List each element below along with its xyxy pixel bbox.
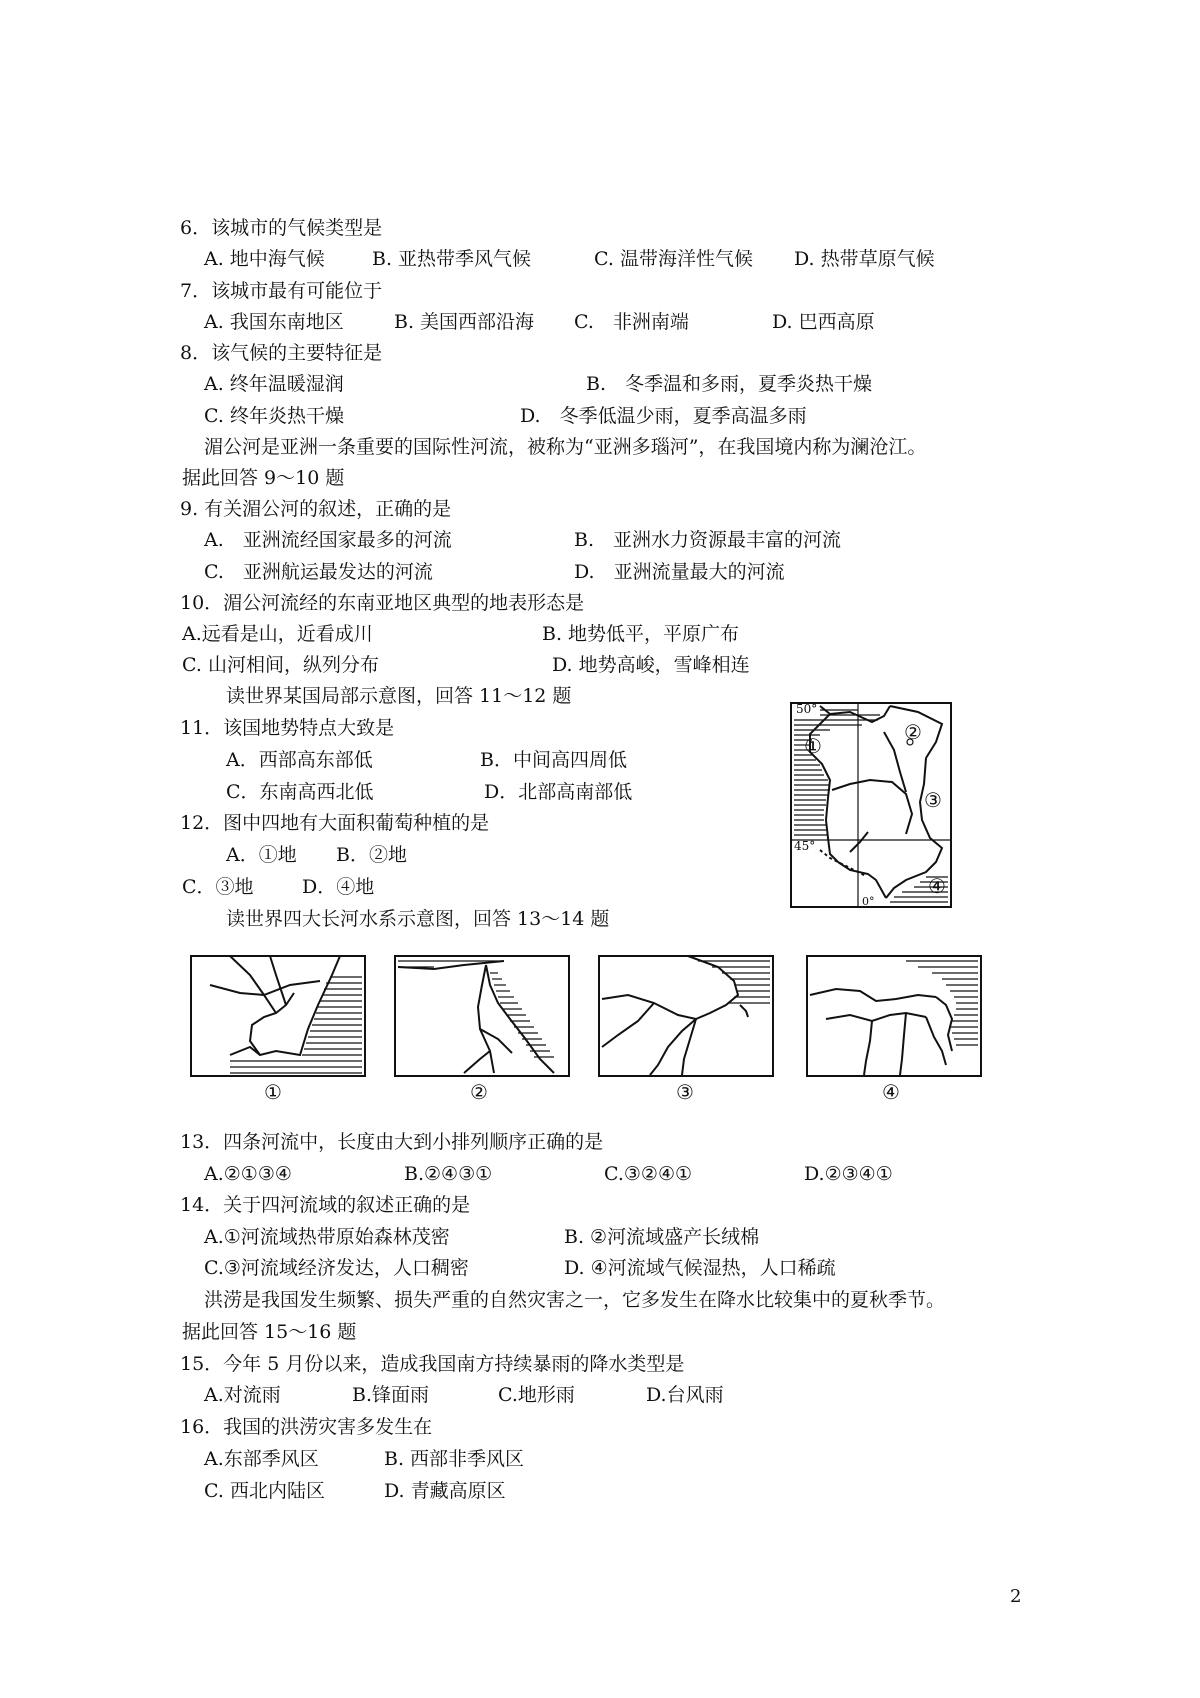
- question-7: 7．该城市最有可能位于: [180, 280, 383, 302]
- question-14: 14．关于四河流域的叙述正确的是: [180, 1194, 471, 1216]
- question-11: 11．该国地势特点大致是: [180, 717, 395, 739]
- lon-0-label: 0°: [862, 895, 875, 908]
- question-12: 12．图中四地有大面积葡萄种植的是: [180, 812, 490, 834]
- option-8a: A. 终年温暖湿润: [204, 373, 344, 395]
- option-12c: C．③地: [182, 876, 254, 898]
- river-caption-4: ④: [882, 1080, 900, 1104]
- question-13: 13．四条河流中，长度由大到小排列顺序正确的是: [180, 1131, 604, 1153]
- river-caption-1: ①: [264, 1080, 282, 1104]
- option-11d: D．北部高南部低: [484, 781, 633, 803]
- option-7a: A. 我国东南地区: [204, 311, 344, 333]
- option-6b: B. 亚热带季风气候: [372, 248, 532, 270]
- river-map-3: [598, 955, 774, 1077]
- question-9: 9. 有关湄公河的叙述，正确的是: [180, 498, 452, 520]
- option-16d: D. 青藏高原区: [384, 1480, 506, 1502]
- option-12b: B．②地: [336, 844, 407, 866]
- option-6d: D. 热带草原气候: [794, 248, 935, 270]
- option-6a: A. 地中海气候: [204, 248, 325, 270]
- option-11a: A．西部高东部低: [226, 749, 373, 771]
- option-11b: B．中间高四周低: [480, 749, 627, 771]
- option-7b: B. 美国西部沿海: [394, 311, 535, 333]
- option-16b: B. 西部非季风区: [384, 1448, 525, 1470]
- option-16c: C. 西北内陆区: [204, 1480, 325, 1502]
- passage-mekong-prompt: 据此回答 9～10 题: [182, 467, 345, 489]
- passage-country-map: 读世界某国局部示意图，回答 11～12 题: [226, 685, 572, 707]
- option-15c: C.地形雨: [498, 1384, 575, 1406]
- question-8: 8．该气候的主要特征是: [180, 342, 383, 364]
- option-9b: B. 亚洲水力资源最丰富的河流: [574, 529, 842, 551]
- option-14d: D. ④河流域气候湿热，人口稀疏: [564, 1257, 836, 1279]
- map-mark-3: ③: [924, 788, 942, 812]
- passage-flood-prompt: 据此回答 15～16 题: [182, 1321, 357, 1343]
- option-12a: A．①地: [226, 844, 297, 866]
- option-13b: B.②④③①: [404, 1163, 493, 1185]
- question-10: 10．湄公河流经的东南亚地区典型的地表形态是: [180, 592, 585, 614]
- option-14a: A.①河流域热带原始森林茂密: [204, 1226, 450, 1248]
- option-9d: D. 亚洲流量最大的河流: [574, 561, 785, 583]
- option-11c: C．东南高西北低: [226, 781, 374, 803]
- question-6: 6．该城市的气候类型是: [180, 217, 383, 239]
- option-15a: A.对流雨: [204, 1384, 281, 1406]
- option-13a: A.②①③④: [204, 1163, 292, 1185]
- option-10b: B. 地势低平，平原广布: [542, 623, 740, 645]
- lat-50-label: 50°: [796, 702, 818, 716]
- river-caption-2: ②: [470, 1080, 488, 1104]
- river-map-2: [394, 955, 570, 1077]
- option-7d: D. 巴西高原: [772, 311, 875, 333]
- river-map-1: [190, 955, 366, 1077]
- option-14c: C.③河流域经济发达，人口稠密: [204, 1257, 469, 1279]
- map-mark-4: ④: [928, 874, 946, 898]
- option-9a: A. 亚洲流经国家最多的河流: [204, 529, 452, 551]
- option-9c: C. 亚洲航运最发达的河流: [204, 561, 433, 583]
- option-10c: C. 山河相间，纵列分布: [182, 654, 379, 676]
- option-13d: D.②③④①: [804, 1163, 893, 1185]
- option-6c: C. 温带海洋性气候: [594, 248, 753, 270]
- map-mark-2: ②: [904, 720, 922, 744]
- passage-flood: 洪涝是我国发生频繁、损失严重的自然灾害之一，它多发生在降水比较集中的夏秋季节。: [204, 1289, 946, 1311]
- option-10d: D. 地势高峻，雪峰相连: [552, 654, 750, 676]
- option-15b: B.锋面雨: [352, 1384, 430, 1406]
- page-number: 2: [1010, 1586, 1022, 1607]
- river-map-4: [806, 955, 982, 1077]
- option-8b: B. 冬季温和多雨，夏季炎热干燥: [586, 373, 873, 395]
- question-16: 16．我国的洪涝灾害多发生在: [180, 1416, 433, 1438]
- river-caption-3: ③: [676, 1080, 694, 1104]
- option-14b: B. ②河流域盛产长绒棉: [564, 1226, 760, 1248]
- map-mark-1: ①: [804, 734, 822, 758]
- option-8d: D. 冬季低温少雨，夏季高温多雨: [520, 405, 807, 427]
- option-10a: A.远看是山，近看成川: [182, 623, 373, 645]
- option-7c: C. 非洲南端: [574, 311, 689, 333]
- option-12d: D．④地: [302, 876, 375, 898]
- passage-mekong: 湄公河是亚洲一条重要的国际性河流，被称为“亚洲多瑙河”，在我国境内称为澜沧江。: [204, 436, 927, 458]
- lat-45-label: 45°: [794, 839, 816, 853]
- question-15: 15．今年 5 月份以来，造成我国南方持续暴雨的降水类型是: [180, 1353, 685, 1375]
- option-13c: C.③②④①: [604, 1163, 693, 1185]
- option-16a: A.东部季风区: [204, 1448, 319, 1470]
- passage-river-maps: 读世界四大长河水系示意图，回答 13～14 题: [226, 908, 610, 930]
- option-15d: D.台风雨: [646, 1384, 724, 1406]
- option-8c: C. 终年炎热干燥: [204, 405, 344, 427]
